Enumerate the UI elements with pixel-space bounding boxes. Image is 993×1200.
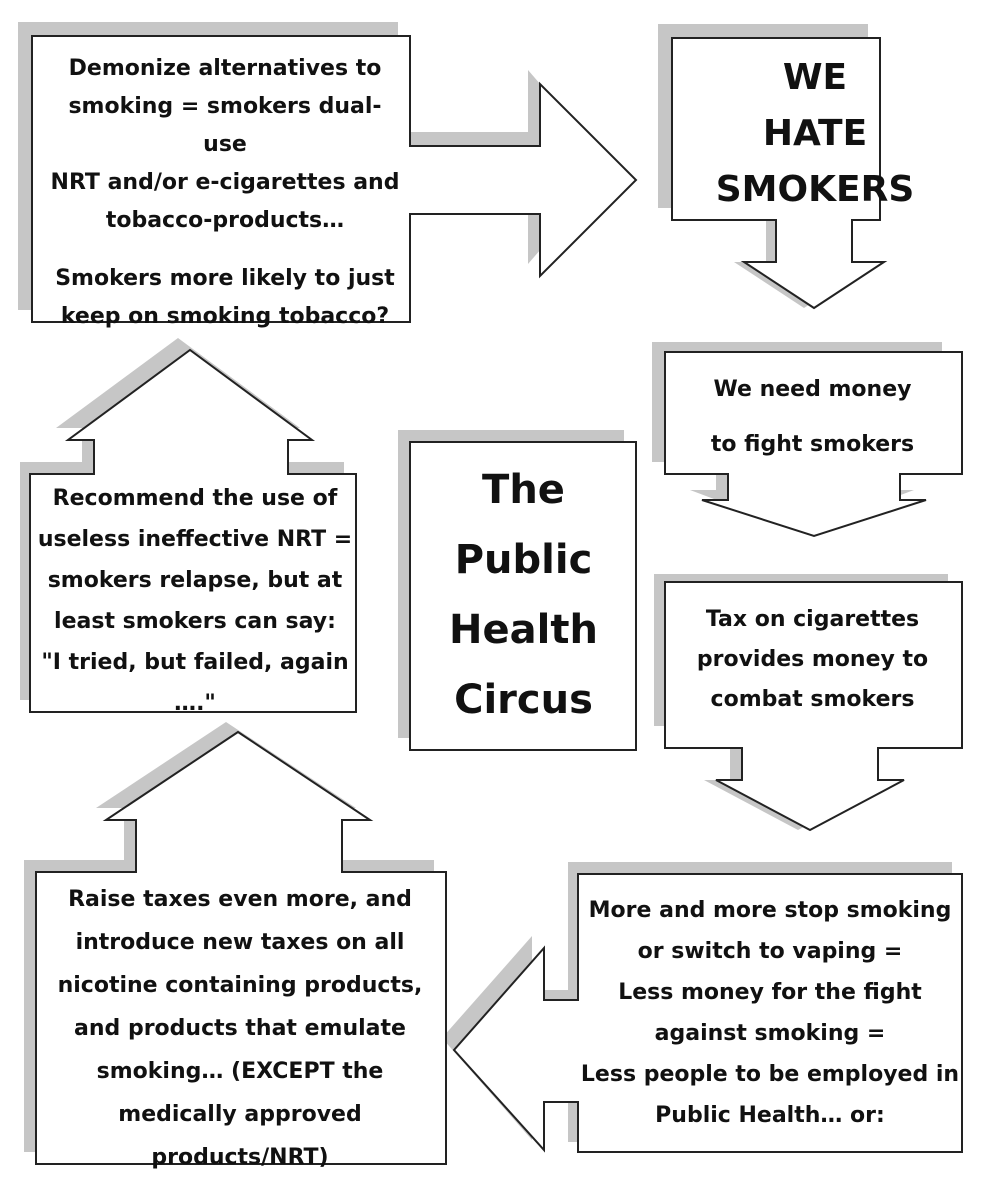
money-line: We need money xyxy=(713,377,912,402)
hate-line: SMOKERS xyxy=(715,169,915,210)
recommend-line: useless ineffective NRT = xyxy=(37,527,353,552)
center-title xyxy=(412,455,635,735)
paragraph-gap xyxy=(50,240,400,260)
demonize-text xyxy=(50,50,400,336)
raise-text xyxy=(40,878,440,1179)
stop-text xyxy=(580,890,960,1136)
raise-line: introduce new taxes on all xyxy=(75,930,405,955)
raise-line: smoking… (EXCEPT the xyxy=(96,1059,384,1084)
stop-line: More and more stop smoking xyxy=(588,898,952,923)
recommend-line: "I tried, but failed, again …." xyxy=(41,650,349,716)
raise-line: medically approved xyxy=(118,1102,362,1127)
raise-line: nicotine containing products, xyxy=(57,973,423,998)
center-title-line: The xyxy=(482,467,565,513)
recommend-line: least smokers can say: xyxy=(54,609,336,634)
recommend-text xyxy=(36,478,354,724)
tax-line: combat smokers xyxy=(710,687,915,712)
stop-line: Less people to be employed in xyxy=(580,1062,960,1087)
hate-text xyxy=(690,50,940,218)
hate-line: WE xyxy=(782,57,848,98)
tax-text xyxy=(670,600,955,720)
demonize-line: smoking = smokers dual-use xyxy=(68,94,382,157)
money-line: to fight smokers xyxy=(710,432,915,457)
raise-line: and products that emulate xyxy=(74,1016,406,1041)
raise-line: products/NRT) xyxy=(151,1145,329,1170)
recommend-line: Recommend the use of xyxy=(52,486,338,511)
stop-line: Public Health… or: xyxy=(655,1103,885,1128)
center-title-line: Public xyxy=(454,537,593,583)
demonize-line: Demonize alternatives to xyxy=(68,56,382,81)
hate-line: HATE xyxy=(762,113,868,154)
stop-line: against smoking = xyxy=(654,1021,886,1046)
demonize-line: Smokers more likely to just xyxy=(55,266,395,291)
demonize-line: tobacco-products… xyxy=(105,208,345,233)
stop-line: or switch to vaping = xyxy=(637,939,903,964)
stop-line: Less money for the fight xyxy=(618,980,922,1005)
money-text xyxy=(675,362,950,472)
center-title-line: Circus xyxy=(454,677,593,723)
recommend-line: smokers relapse, but at xyxy=(47,568,343,593)
tax-line: provides money to xyxy=(696,647,929,672)
raise-line: Raise taxes even more, and xyxy=(68,887,412,912)
demonize-line: NRT and/or e-cigarettes and xyxy=(50,170,400,195)
tax-line: Tax on cigarettes xyxy=(705,607,920,632)
demonize-line: keep on smoking tobacco? xyxy=(60,304,390,329)
center-title-line: Health xyxy=(449,607,598,653)
